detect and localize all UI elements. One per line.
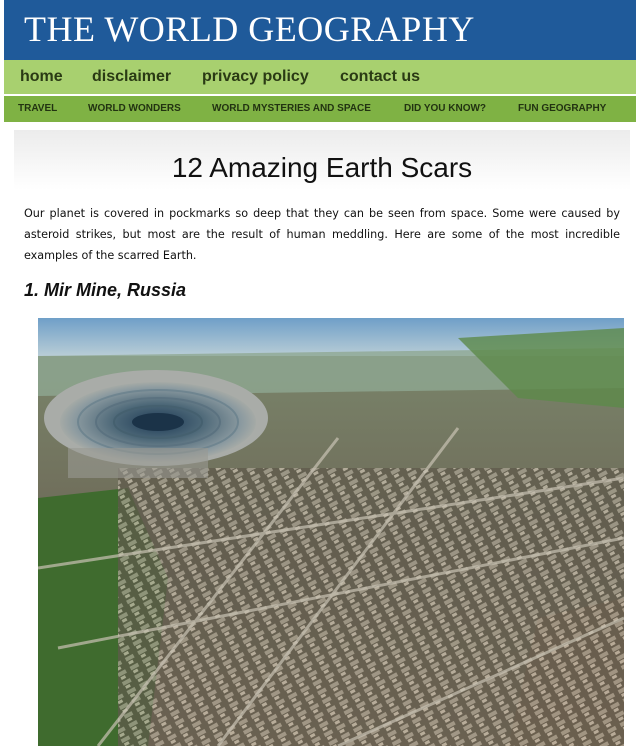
article-intro: Our planet is covered in pockmarks so deep that they can be seen from space. Some were caused by asteroid strikes, but most are the result of human meddling. Here are some of the most incredible examples of the scarred Earth. bbox=[24, 207, 620, 262]
nav-contact-us-link[interactable]: contact us bbox=[340, 68, 421, 85]
mir-mine-aerial-photo bbox=[38, 318, 624, 746]
site-title[interactable]: THE WORLD GEOGRAPHY bbox=[24, 9, 475, 49]
article-title: 12 Amazing Earth Scars bbox=[171, 152, 473, 183]
site-header bbox=[4, 0, 636, 60]
nav-privacy-policy-link[interactable]: privacy policy bbox=[202, 68, 309, 85]
category-world-wonders-link[interactable]: WORLD WONDERS bbox=[88, 103, 181, 114]
category-world-mysteries-link[interactable]: WORLD MYSTERIES AND SPACE bbox=[212, 103, 371, 114]
category-travel-link[interactable]: TRAVEL bbox=[18, 103, 58, 114]
section-heading: 1. Mir Mine, Russia bbox=[24, 280, 187, 300]
category-fun-geography-link[interactable]: FUN GEOGRAPHY bbox=[518, 103, 607, 114]
article bbox=[14, 130, 630, 746]
category-nav bbox=[4, 96, 636, 122]
main-nav bbox=[4, 60, 636, 96]
nav-disclaimer-link[interactable]: disclaimer bbox=[92, 68, 172, 85]
nav-home-link[interactable]: home bbox=[20, 68, 63, 85]
category-did-you-know-link[interactable]: DID YOU KNOW? bbox=[404, 103, 487, 114]
